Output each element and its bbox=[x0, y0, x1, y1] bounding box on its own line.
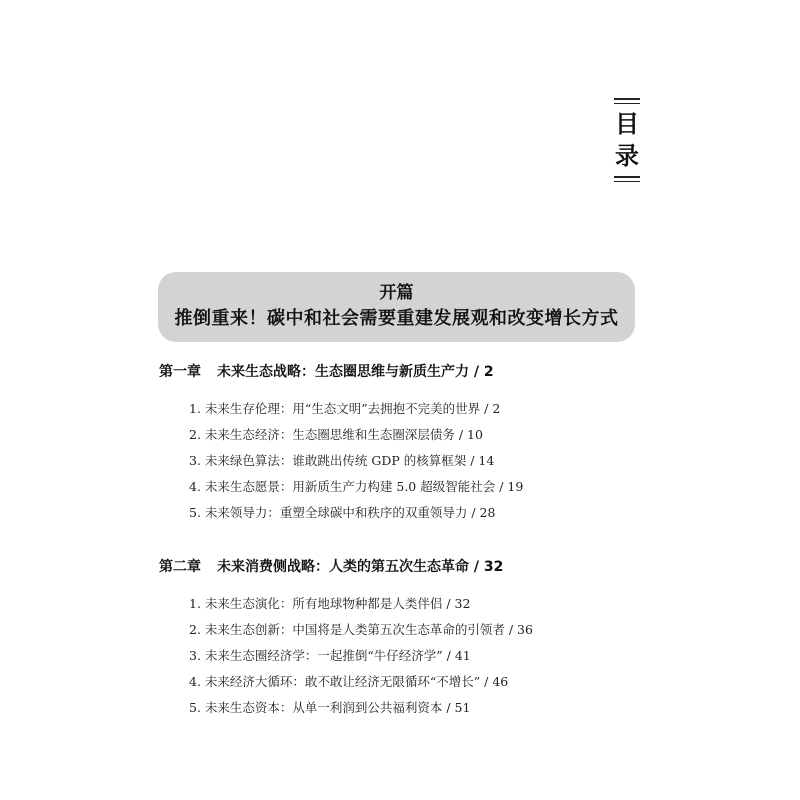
toc-title bbox=[607, 98, 647, 182]
opening-label: 开篇 bbox=[379, 283, 414, 303]
chapter-2 bbox=[159, 557, 533, 715]
toc-entry[interactable]: 4. 未来生态愿景：用新质生产力构建 5.0 超级智能社会 / 19 bbox=[189, 479, 524, 494]
chapter-heading[interactable] bbox=[159, 362, 494, 382]
toc-entry[interactable]: 5. 未来生态资本：从单一利润到公共福利资本 / 51 bbox=[189, 700, 471, 715]
opening-banner bbox=[158, 272, 635, 342]
chapter-number: 第二章 bbox=[159, 559, 201, 575]
toc-entry[interactable]: 3. 未来生态圈经济学：一起推倒“牛仔经济学” / 41 bbox=[189, 648, 471, 663]
toc-title-char-1: 目 bbox=[615, 110, 639, 138]
chapter-title: 未来生态战略：生态圈思维与新质生产力 / 2 bbox=[217, 364, 494, 380]
chapter-1 bbox=[159, 362, 524, 520]
toc-entry[interactable]: 4. 未来经济大循环：敢不敢让经济无限循环“不增长” / 46 bbox=[189, 674, 509, 689]
title-top-rule bbox=[614, 98, 640, 104]
title-bottom-rule bbox=[614, 176, 640, 182]
toc-entry[interactable]: 1. 未来生存伦理：用“生态文明”去拥抱不完美的世界 / 2 bbox=[189, 401, 501, 416]
toc-entry[interactable]: 5. 未来领导力：重塑全球碳中和秩序的双重领导力 / 28 bbox=[189, 505, 496, 520]
toc-title-char-2: 录 bbox=[615, 142, 639, 170]
toc-entry[interactable]: 2. 未来生态经济：生态圈思维和生态圈深层债务 / 10 bbox=[189, 427, 483, 442]
toc-entry[interactable]: 1. 未来生态演化：所有地球物种都是人类伴侣 / 32 bbox=[189, 596, 471, 611]
opening-title: 推倒重来！碳中和社会需要重建发展观和改变增长方式 bbox=[174, 308, 619, 329]
chapter-number: 第一章 bbox=[159, 364, 201, 380]
toc-entry[interactable]: 3. 未来绿色算法：谁敢跳出传统 GDP 的核算框架 / 14 bbox=[189, 453, 495, 468]
chapter-title: 未来消费侧战略：人类的第五次生态革命 / 32 bbox=[217, 559, 504, 575]
chapter-heading[interactable] bbox=[159, 557, 503, 577]
toc-entry[interactable]: 2. 未来生态创新：中国将是人类第五次生态革命的引领者 / 36 bbox=[189, 622, 533, 637]
